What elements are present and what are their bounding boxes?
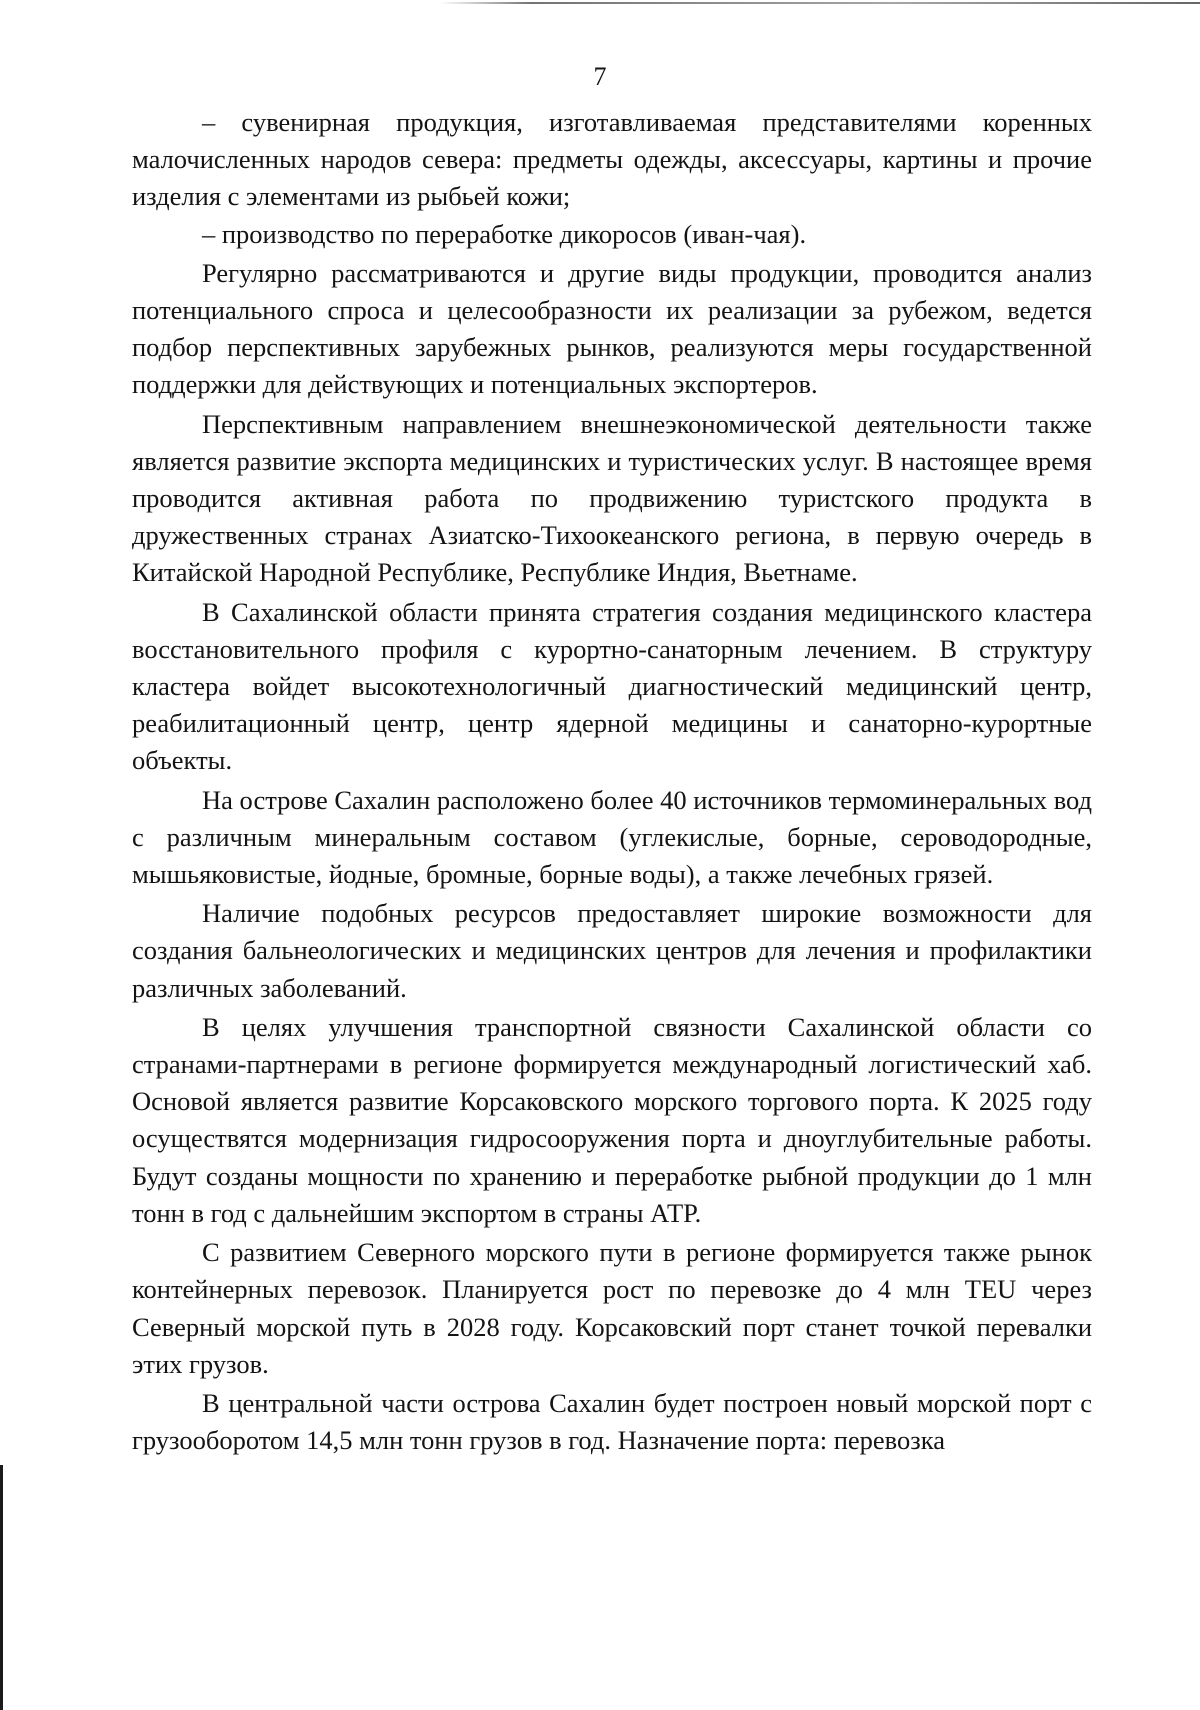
scan-edge-line [440, 2, 1200, 4]
paragraph-balneology: Наличие подобных ресурсов предоставляет широкие возможности для создания бальнеологических и медицинских центров для лечения и профилактики различных заболеваний. [132, 898, 1092, 1003]
list-item-souvenirs: – сувенирная продукция, изготавливаемая представителями коренных малочисленных народов севера: предметы одежды, аксессуары, картины и прочие изделия с элементами из рыбьей кожи; [132, 107, 1092, 212]
paragraph-other-products: Регулярно рассматриваются и другие виды продукции, проводится анализ потенциального спроса и целесообразности их реализации за рубежом, ведется подбор перспективных зарубежных рынков, реализуются меры государственной поддержки для действующих и потенциальных экспортеров. [132, 257, 1092, 400]
document-body [132, 104, 1092, 1459]
list-item-wild-plants: – производство по переработке дикоросов (иван-чая). [202, 218, 807, 249]
paragraph-new-seaport: В центральной части острова Сахалин будет построен новый морской порт с грузооборотом 14,5 млн тонн грузов в год. Назначение порта: перевозка [132, 1387, 1092, 1456]
scan-edge-mark [0, 1465, 3, 1710]
page-number: 7 [593, 62, 607, 91]
paragraph-northern-sea-route: С развитием Северного морского пути в регионе формируется также рынок контейнерных перевозок. Планируется рост по перевозке до 4 млн TEU через Северный морской путь в 2028 году. Корсаковский порт станет точкой перевалки этих грузов. [132, 1237, 1092, 1379]
paragraph-medical-tourism-export: Перспективным направлением внешнеэкономической деятельности также является развитие экспорта медицинских и туристических услуг. В настоящее время проводится активная работа по продвижению туристского продукта в дружественных странах Азиатско-Тихоокеанского региона, в первую очередь в Китайской Народной Республике, Республике Индия, Вьетнаме. [132, 408, 1092, 588]
paragraph-logistics-hub: В целях улучшения транспортной связности Сахалинской области со странами-партнерами в регионе формируется международный логистический хаб. Основой является развитие Корсаковского морского торгового порта. К 2025 году осуществятся модернизация гидросооружения порта и дноуглубительные работы. Будут созданы мощности по хранению и переработке рыбной продукции до 1 млн тонн в год с дальнейшим экспортом в страны АТР. [132, 1011, 1092, 1228]
paragraph-mineral-springs: На острове Сахалин расположено более 40 источников термоминеральных вод с различным минеральным составом (углекислые, борные, сероводородные, мышьяковистые, йодные, бромные, борные воды), а также лечебных грязей. [132, 784, 1092, 890]
paragraph-medical-cluster: В Сахалинской области принята стратегия создания медицинского кластера восстановительного профиля с курортно-санаторным лечением. В структуру кластера войдет высокотехнологичный диагностический медицинский центр, реабилитационный центр, центр ядерной медицины и санаторно-курортные объекты. [132, 596, 1092, 776]
